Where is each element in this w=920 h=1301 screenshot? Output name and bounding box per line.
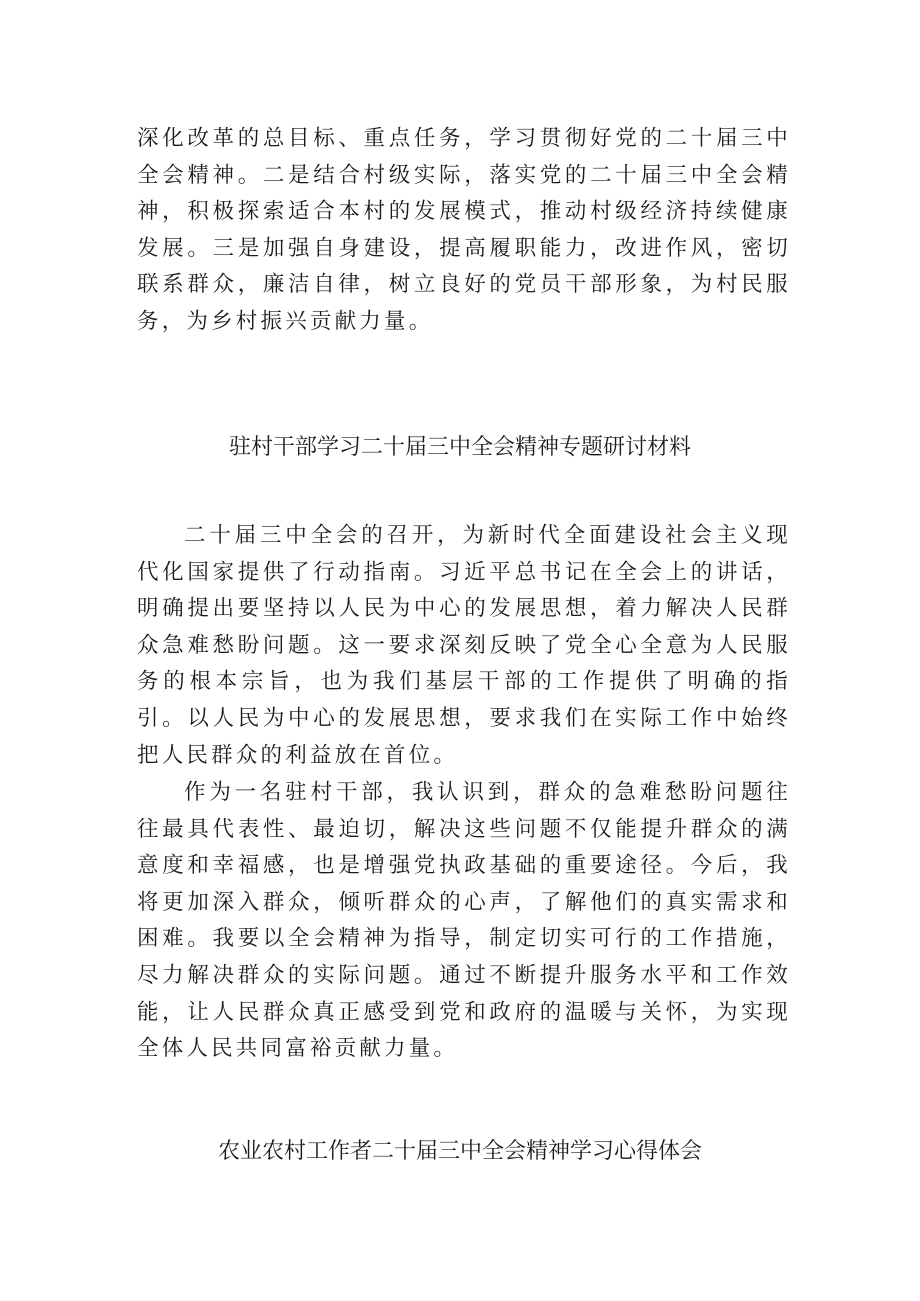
section-heading-2: 农业农村工作者二十届三中全会精神学习心得体会 [217,1139,702,1164]
body-paragraph-3: 作为一名驻村干部，我认识到，群众的急难愁盼问题往往最具代表性、最迫切，解决这些问题不仅能提升群众的满意度和幸福感，也是增强党执政基础的重要途径。今后，我将更加深入群众，倾听群众的心声，了解他们的真实需求和困难。我要以全会精神为指导，制定切实可行的工作措施，尽力解决群众的实际问题。通过不断提升服务水平和工作效能，让人民群众真正感受到党和政府的温暖与关怀，为实现全体人民共同富裕贡献力量。 [137,780,791,1062]
body-paragraph-1: 深化改革的总目标、重点任务，学习贯彻好党的二十届三中全会精神。二是结合村级实际，落实党的二十届三中全会精神，积极探索适合本村的发展模式，推动村级经济持续健康发展。三是加强自身建设，提高履职能力，改进作风，密切联系群众，廉洁自律，树立良好的党员干部形象，为村民服务，为乡村振兴贡献力量。 [137,126,791,334]
body-paragraph-2: 二十届三中全会的召开，为新时代全面建设社会主义现代化国家提供了行动指南。习近平总书记在全会上的讲话，明确提出要坚持以人民为中心的发展思想，着力解决人民群众急难愁盼问题。这一要求深刻反映了党全心全意为人民服务的根本宗旨，也为我们基层干部的工作提供了明确的指引。以人民为中心的发展思想，要求我们在实际工作中始终把人民群众的利益放在首位。 [137,523,791,768]
section-heading-1: 驻村干部学习二十届三中全会精神专题研讨材料 [228,435,691,460]
